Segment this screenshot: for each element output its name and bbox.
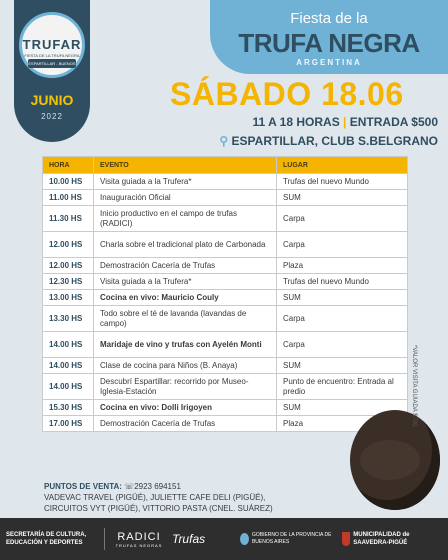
radici-name: RADICI	[117, 530, 161, 543]
cell-hora: 11.00 HS	[43, 190, 94, 206]
hours-entry	[220, 115, 438, 129]
month-label: JUNIO	[30, 92, 74, 108]
sales-line3: CIRCUITOS VYT (PIGÜÉ), VITTORIO PASTA (CNEL. SUÁREZ)	[44, 504, 273, 513]
table-row	[43, 258, 408, 274]
cell-lugar: Carpa	[277, 332, 408, 358]
gobierno-text: GOBIERNO DE LA PROVINCIA DE BUENOS AIRES	[251, 532, 332, 545]
cell-hora: 17.00 HS	[43, 416, 94, 432]
table-row	[43, 232, 408, 258]
sales-points	[44, 481, 364, 514]
cell-evento: Maridaje de vino y trufas con Ayelén Monti	[94, 332, 277, 358]
cell-evento: Visita guiada a la Trufera*	[94, 174, 277, 190]
sales-line2: VADEVAC TRAVEL (PIGÜÉ), JULIETTE CAFE DELI (PIGÜÉ),	[44, 493, 266, 502]
municipalidad-text: MUNICIPALIDAD de SAAVEDRA-PIGÜÉ	[353, 532, 410, 546]
title-block	[210, 0, 448, 74]
hours-text: 11 A 18 HORAS	[252, 115, 340, 129]
municipalidad-logo	[342, 518, 446, 560]
sales-label: PUNTOS DE VENTA:	[44, 482, 122, 491]
table-row	[43, 174, 408, 190]
event-date: SÁBADO 18.06	[170, 76, 404, 112]
whatsapp-icon: ☏	[124, 482, 135, 491]
cell-evento: Cocina en vivo: Mauricio Couly	[94, 290, 277, 306]
year-label: 2022	[41, 112, 63, 121]
cell-hora: 15.30 HS	[43, 400, 94, 416]
cell-lugar: Punto de encuentro: Entrada al predio	[277, 374, 408, 400]
cell-evento: Visita guiada a la Trufera*	[94, 274, 277, 290]
cell-evento: Inicio productivo en el campo de trufas (RADICI)	[94, 206, 277, 232]
gobierno-logo	[240, 518, 340, 560]
cell-lugar: SUM	[277, 400, 408, 416]
location	[180, 134, 438, 148]
cell-evento: Descubrí Espartillar: recorrido por Museo-Iglesia-Estación	[94, 374, 277, 400]
cell-lugar: SUM	[277, 290, 408, 306]
sales-phone: 2923 694151	[134, 482, 181, 491]
cell-hora: 14.00 HS	[43, 358, 94, 374]
title-line1: Fiesta de la	[290, 10, 368, 27]
cell-hora: 10.00 HS	[43, 174, 94, 190]
cell-evento: Demostración Cacería de Trufas	[94, 416, 277, 432]
cell-evento: Clase de cocina para Niños (B. Anaya)	[94, 358, 277, 374]
cell-hora: 14.00 HS	[43, 332, 94, 358]
cell-hora: 13.00 HS	[43, 290, 94, 306]
cell-lugar: Plaza	[277, 416, 408, 432]
cell-lugar: SUM	[277, 358, 408, 374]
cell-lugar: Carpa	[277, 206, 408, 232]
schedule-table	[42, 156, 408, 432]
table-row	[43, 332, 408, 358]
guided-visit-note	[404, 345, 417, 450]
municipal-shield-icon	[342, 532, 350, 546]
table-header-row	[43, 157, 408, 174]
cell-evento: Inauguración Oficial	[94, 190, 277, 206]
table-row	[43, 190, 408, 206]
divider	[104, 528, 105, 550]
table-row	[43, 206, 408, 232]
province-emblem-icon	[240, 533, 249, 545]
cell-hora: 13.30 HS	[43, 306, 94, 332]
entry-price: ENTRADA $500	[349, 115, 438, 129]
table-row	[43, 358, 408, 374]
cell-lugar: Trufas del nuevo Mundo	[277, 274, 408, 290]
trufar-logo	[19, 12, 85, 78]
header-hora: HORA	[43, 157, 94, 174]
table-row	[43, 274, 408, 290]
separator: |	[343, 115, 347, 129]
note-text: *VALOR VISITA GUIADA $700	[411, 345, 417, 427]
header-evento: EVENTO	[94, 157, 277, 174]
header-lugar: LUGAR	[277, 157, 408, 174]
cell-lugar: Plaza	[277, 258, 408, 274]
table-row	[43, 290, 408, 306]
logo-ribbon: ESPARTILLAR - BUENOS AIRES	[28, 61, 76, 75]
secretaria-logo: SECRETARÍA DE CULTURA, EDUCACIÓN Y DEPORTES	[6, 532, 87, 546]
cell-evento: Demostración Cacería de Trufas	[94, 258, 277, 274]
cell-hora: 12.00 HS	[43, 258, 94, 274]
cell-lugar: Trufas del nuevo Mundo	[277, 174, 408, 190]
cell-hora: 11.30 HS	[43, 206, 94, 232]
title-line3: ARGENTINA	[296, 58, 362, 67]
radici-sub: TRUFAS NEGRAS	[115, 542, 163, 548]
cell-hora: 14.00 HS	[43, 374, 94, 400]
cell-hora: 12.30 HS	[43, 274, 94, 290]
trufas-logo: Trufas	[172, 532, 206, 546]
table-row	[43, 416, 408, 432]
location-text: ESPARTILLAR, CLUB S.BELGRANO	[231, 134, 438, 148]
location-pin-icon: ⚲	[219, 134, 229, 148]
logo-subtitle: FIESTA DE LA TRUFA NEGRA	[24, 53, 80, 58]
title-line2: TRUFA NEGRA	[238, 28, 420, 58]
cell-lugar: SUM	[277, 190, 408, 206]
table-row	[43, 306, 408, 332]
cell-hora: 12.00 HS	[43, 232, 94, 258]
table-row	[43, 374, 408, 400]
cell-evento: Todo sobre el té de lavanda (lavandas de campo)	[94, 306, 277, 332]
cell-lugar: Carpa	[277, 306, 408, 332]
cell-lugar: Carpa	[277, 232, 408, 258]
sponsor-footer	[0, 518, 448, 560]
cell-evento: Cocina en vivo: Dolli Irigoyen	[94, 400, 277, 416]
radici-logo	[108, 518, 170, 560]
table-row	[43, 400, 408, 416]
logo-brand: TRUFAR	[22, 37, 82, 52]
cell-evento: Charla sobre el tradicional plato de Carbonada	[94, 232, 277, 258]
